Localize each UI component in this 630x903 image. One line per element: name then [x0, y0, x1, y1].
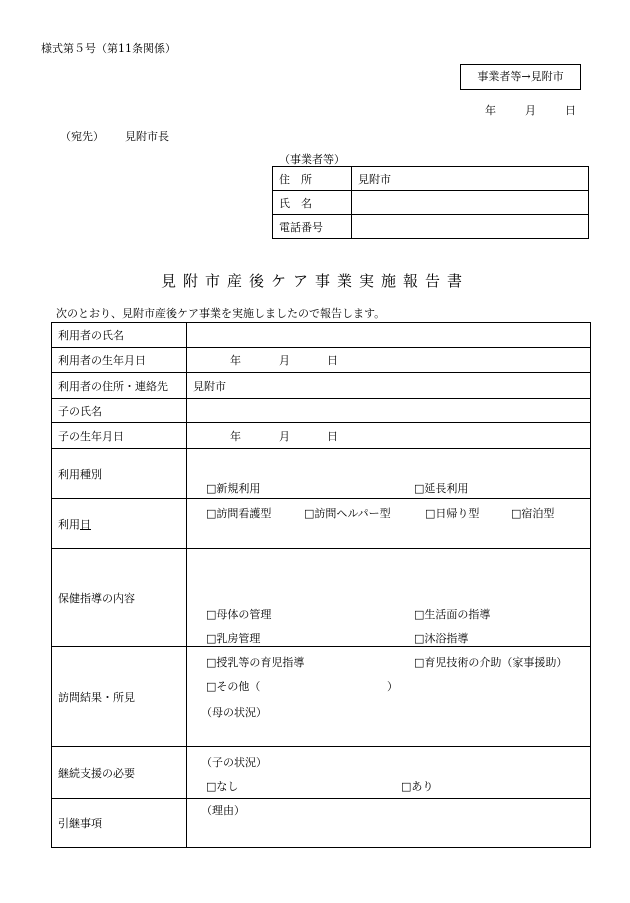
row-user-name [52, 323, 591, 348]
user-address-value[interactable]: 見附市 [187, 373, 591, 399]
guidance-value [187, 549, 591, 693]
report-table [51, 322, 591, 848]
checkbox-home-nursing[interactable]: □訪問看護型 [206, 506, 272, 520]
sender-row-name [273, 191, 589, 215]
user-name-label: 利用者の氏名 [52, 323, 187, 348]
usage-type-value [187, 449, 591, 520]
row-child-birth [52, 423, 591, 449]
user-birth-month: 月 [279, 354, 290, 367]
visit-label: 訪問結果・所見 [52, 647, 187, 747]
checkbox-feeding-guidance[interactable]: □授乳等の育児指導 [206, 655, 305, 669]
date-day: 日 [565, 104, 576, 117]
checkbox-support-none[interactable]: □なし [206, 779, 239, 793]
child-name-label: 子の氏名 [52, 399, 187, 423]
date-year: 年 [485, 104, 496, 117]
intro-text: 次のとおり、見附市産後ケア事業を実施しましたので報告します。 [56, 307, 386, 320]
guidance-label: 保健指導の内容 [52, 549, 187, 647]
checkbox-extended-use[interactable]: □延長利用 [414, 481, 469, 495]
user-address-label: 利用者の住所・連絡先 [52, 373, 187, 399]
checkbox-lifestyle-guidance[interactable]: □生活面の指導 [414, 607, 491, 621]
other-close-paren: ） [387, 679, 398, 693]
row-usage-type [52, 449, 591, 499]
row-child-name [52, 399, 591, 423]
sender-name-value[interactable] [352, 191, 589, 215]
sender-name-label: 氏 名 [273, 191, 352, 215]
row-handover [52, 799, 591, 848]
route-box [460, 64, 581, 90]
checkbox-new-use[interactable]: □新規利用 [206, 481, 261, 495]
date-month: 月 [525, 104, 536, 117]
sender-address-value[interactable]: 見附市 [352, 167, 589, 191]
user-name-value[interactable] [187, 323, 591, 348]
row-user-address [52, 373, 591, 399]
date-line [485, 102, 576, 118]
child-status-label: （子の状況） [201, 755, 267, 769]
user-birth-day: 日 [327, 354, 338, 367]
usage-date-label-a: 利用 [58, 517, 80, 531]
visit-divider [187, 746, 590, 747]
checkbox-childcare-assist[interactable]: □育児技術の介助（家事援助） [414, 655, 568, 669]
addressee [60, 128, 169, 144]
sender-table [272, 166, 589, 239]
user-birth-year: 年 [230, 354, 241, 367]
child-name-value[interactable] [187, 399, 591, 423]
addressee-name: 見附市長 [125, 130, 169, 143]
addressee-label: （宛先） [60, 130, 104, 143]
child-birth-value[interactable] [187, 423, 591, 449]
sender-phone-label: 電話番号 [273, 215, 352, 239]
mother-status-label: （母の状況） [201, 705, 267, 719]
page-title: 見附市産後ケア事業実施報告書 [160, 272, 469, 290]
checkbox-day-care[interactable]: □日帰り型 [425, 506, 480, 520]
usage-type-label: 利用種別 [52, 449, 187, 499]
handover-value[interactable] [187, 799, 591, 848]
checkbox-breast-care[interactable]: □乳房管理 [206, 631, 261, 645]
sender-address-label: 住 所 [273, 167, 352, 191]
sender-row-phone [273, 215, 589, 239]
row-continued-support [52, 747, 591, 799]
user-birth-label: 利用者の生年月日 [52, 348, 187, 373]
checkbox-other[interactable]: □その他（ [206, 679, 261, 693]
row-guidance [52, 549, 591, 647]
usage-date-label-b: 日 [80, 517, 91, 531]
form-id: 様式第５号（第11条関係） [41, 42, 176, 55]
sender-heading: （事業者等） [279, 153, 345, 166]
route-box-text: 事業者等→見附市 [477, 70, 564, 83]
user-birth-value[interactable] [187, 348, 591, 373]
checkbox-bathing-guidance[interactable]: □沐浴指導 [414, 631, 469, 645]
checkbox-maternal-care[interactable]: □母体の管理 [206, 607, 272, 621]
row-user-birth [52, 348, 591, 373]
checkbox-home-helper[interactable]: □訪問ヘルパー型 [304, 506, 391, 520]
usage-type-divider [187, 498, 590, 499]
checkbox-overnight[interactable]: □宿泊型 [511, 506, 555, 520]
sender-phone-value[interactable] [352, 215, 589, 239]
usage-date-label [52, 499, 187, 549]
child-birth-label: 子の生年月日 [52, 423, 187, 449]
child-birth-year: 年 [230, 429, 241, 443]
support-label: 継続支援の必要 [52, 747, 187, 799]
child-birth-day: 日 [327, 429, 338, 443]
sender-row-address [273, 167, 589, 191]
checkbox-support-yes[interactable]: □あり [401, 779, 434, 793]
child-birth-month: 月 [279, 429, 290, 443]
handover-label: 引継事項 [52, 799, 187, 848]
support-reason-label: （理由） [201, 803, 245, 817]
